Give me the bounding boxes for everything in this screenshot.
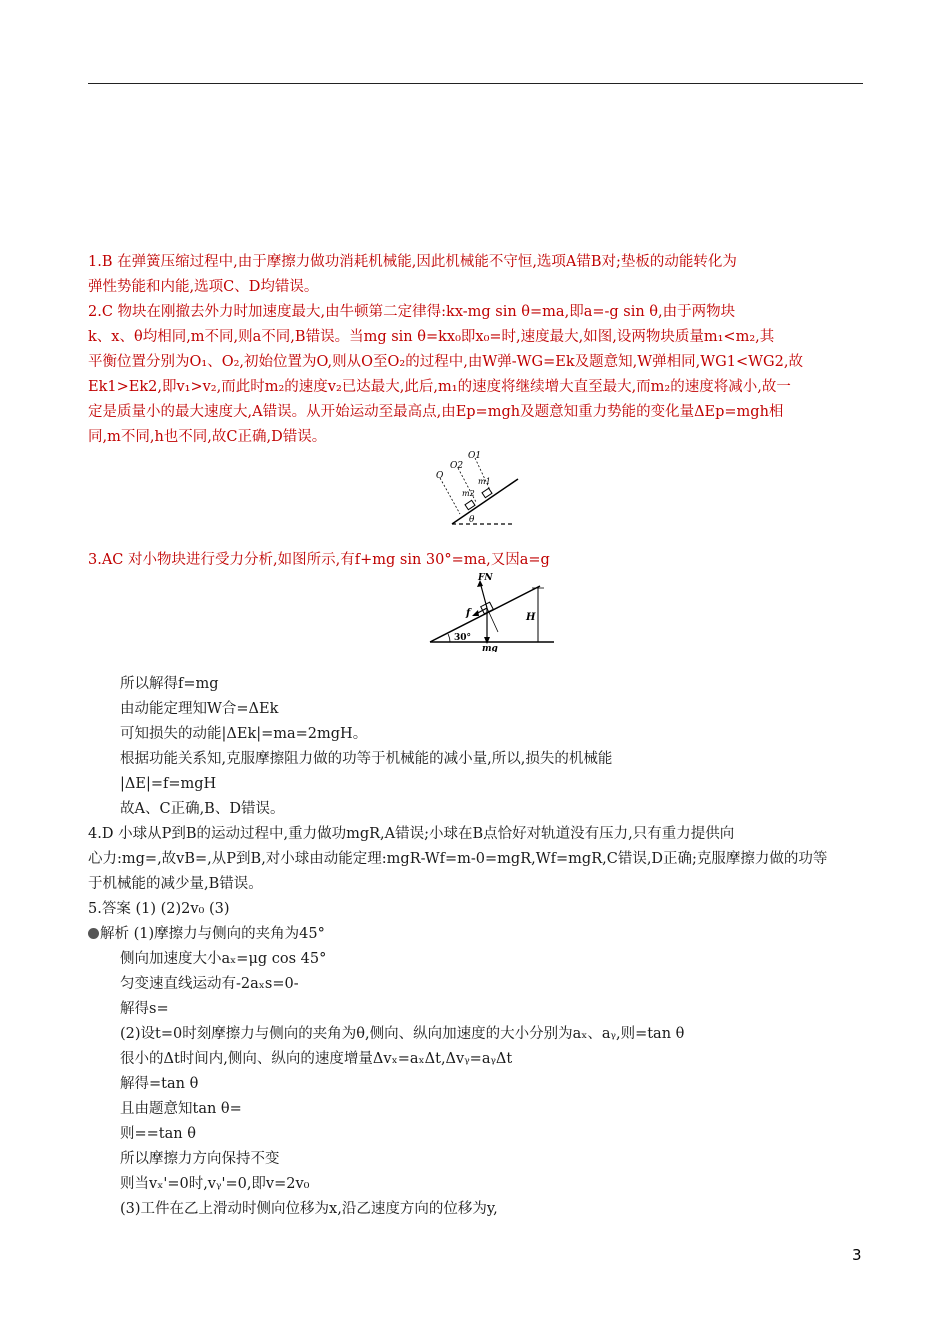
fig-label-o2: O2 [450,461,464,471]
fig-label-o1: O1 [468,451,482,461]
fig-label-fn: FN [478,573,493,583]
q3-solution [120,672,612,822]
q4-line2: 心力:mg=,故vB=,从P到B,对小球由动能定理:mgR-Wf=m-0=mgR,Wf=mgR,C错误,D正确;克服摩擦力做的功等 [88,851,828,867]
q3-line1: 3.AC 对小物块进行受力分析,如图所示,有f+mg sin 30°=ma,又因a=g [88,552,550,568]
q5-s6: 解得=tan θ [120,1076,199,1092]
fig-label-h: H [526,612,536,623]
q2-line5: 定是质量小的最大速度大,A错误。从开始运动至最高点,由Ep=mgh及题意知重力势能的变化量ΔEp=mgh相 [88,404,784,420]
fig-label-o: O [436,471,444,481]
q2-line2: k、x、θ均相同,m不同,则a不同,B错误。当mg sin θ=kx₀即x₀=时,速度最大,如图,设两物块质量m₁<m₂,其 [88,329,775,345]
fig-label-mg: mg [482,644,498,652]
q2-line6: 同,m不同,h也不同,故C正确,D错误。 [88,429,327,445]
q5-s7: 且由题意知tan θ= [120,1101,242,1117]
q5-s4: (2)设t=0时刻摩擦力与侧向的夹角为θ,侧向、纵向加速度的大小分别为aₓ、aᵧ,则=tan θ [120,1026,685,1042]
fig-label-theta: θ [469,515,475,525]
q5-s10: 则当vₓ'=0时,vᵧ'=0,即v=2v₀ [120,1176,310,1192]
q5-analysis-line [88,922,863,947]
q4-line1: 4.D 小球从P到B的运动过程中,重力做功mgR,A错误;小球在B点恰好对轨道没有压力,只有重力提供向 [88,826,735,842]
q1-block [88,250,863,300]
q3-sol1: 所以解得f=mg [120,676,219,692]
analysis-marker-icon [88,928,99,939]
q5-solution [120,947,684,1222]
q2-line1: 2.C 物块在刚撤去外力时加速度最大,由牛顿第二定律得:kx-mg sin θ=ma,即a=-g sin θ,由于两物块 [88,304,736,320]
fig-label-m1: m1 [478,477,491,486]
q2-line4: Ek1>Ek2,即v₁>v₂,而此时m₂的速度v₂已达最大,此后,m₁的速度将继续增大直至最大,而m₂的速度将减小,故一 [88,379,791,395]
page-number: 3 [852,1246,862,1264]
q3-sol6: 故A、C正确,B、D错误。 [120,801,285,817]
q4-block [88,822,863,897]
q5-s11: (3)工件在乙上滑动时侧向位移为x,沿乙速度方向的位移为y, [120,1201,498,1217]
q2-block [88,300,863,450]
q2-incline-figure [428,450,528,528]
q3-sol5: |ΔE|=f=mgH [120,776,217,792]
q5-s9: 所以摩擦力方向保持不变 [120,1151,280,1167]
q5-s1: 侧向加速度大小aₓ=μg cos 45° [120,951,327,967]
q5-header [88,897,863,947]
q1-line2: 弹性势能和内能,选项C、D均错误。 [88,279,319,295]
q3-sol4: 根据功能关系知,克服摩擦阻力做的功等于机械能的减小量,所以,损失的机械能 [120,751,613,767]
q5-s2: 匀变速直线运动有-2aₓs=0- [120,976,299,992]
q3-force-figure [428,570,556,652]
q3-sol2: 由动能定理知W合=ΔEk [120,701,279,717]
fig-label-f: f [466,608,471,619]
q3-sol3: 可知损失的动能|ΔEk|=ma=2mgH。 [120,726,368,742]
q4-line3: 于机械能的减少量,B错误。 [88,876,263,892]
header-rule [88,83,863,84]
q5-s5: 很小的Δt时间内,侧向、纵向的速度增量Δvₓ=aₓΔt,Δvᵧ=aᵧΔt [120,1051,513,1067]
q5-s8: 则==tan θ [120,1126,196,1142]
q2-line3: 平衡位置分别为O₁、O₂,初始位置为O,则从O至O₂的过程中,由W弹-WG=Ek及题意知,W弹相同,WG1<WG2,故 [88,354,803,370]
q5-s3: 解得s= [120,1001,169,1017]
fig-label-angle: 30° [454,633,472,643]
fig-label-m2: m2 [462,489,475,498]
q1-line1: 1.B 在弹簧压缩过程中,由于摩擦力做功消耗机械能,因此机械能不守恒,选项A错B对;垫板的动能转化为 [88,254,737,270]
q5-analysis: 解析 (1)摩擦力与侧向的夹角为45° [100,926,325,942]
q5-answer: 5.答案 (1) (2)2v₀ (3) [88,901,230,917]
